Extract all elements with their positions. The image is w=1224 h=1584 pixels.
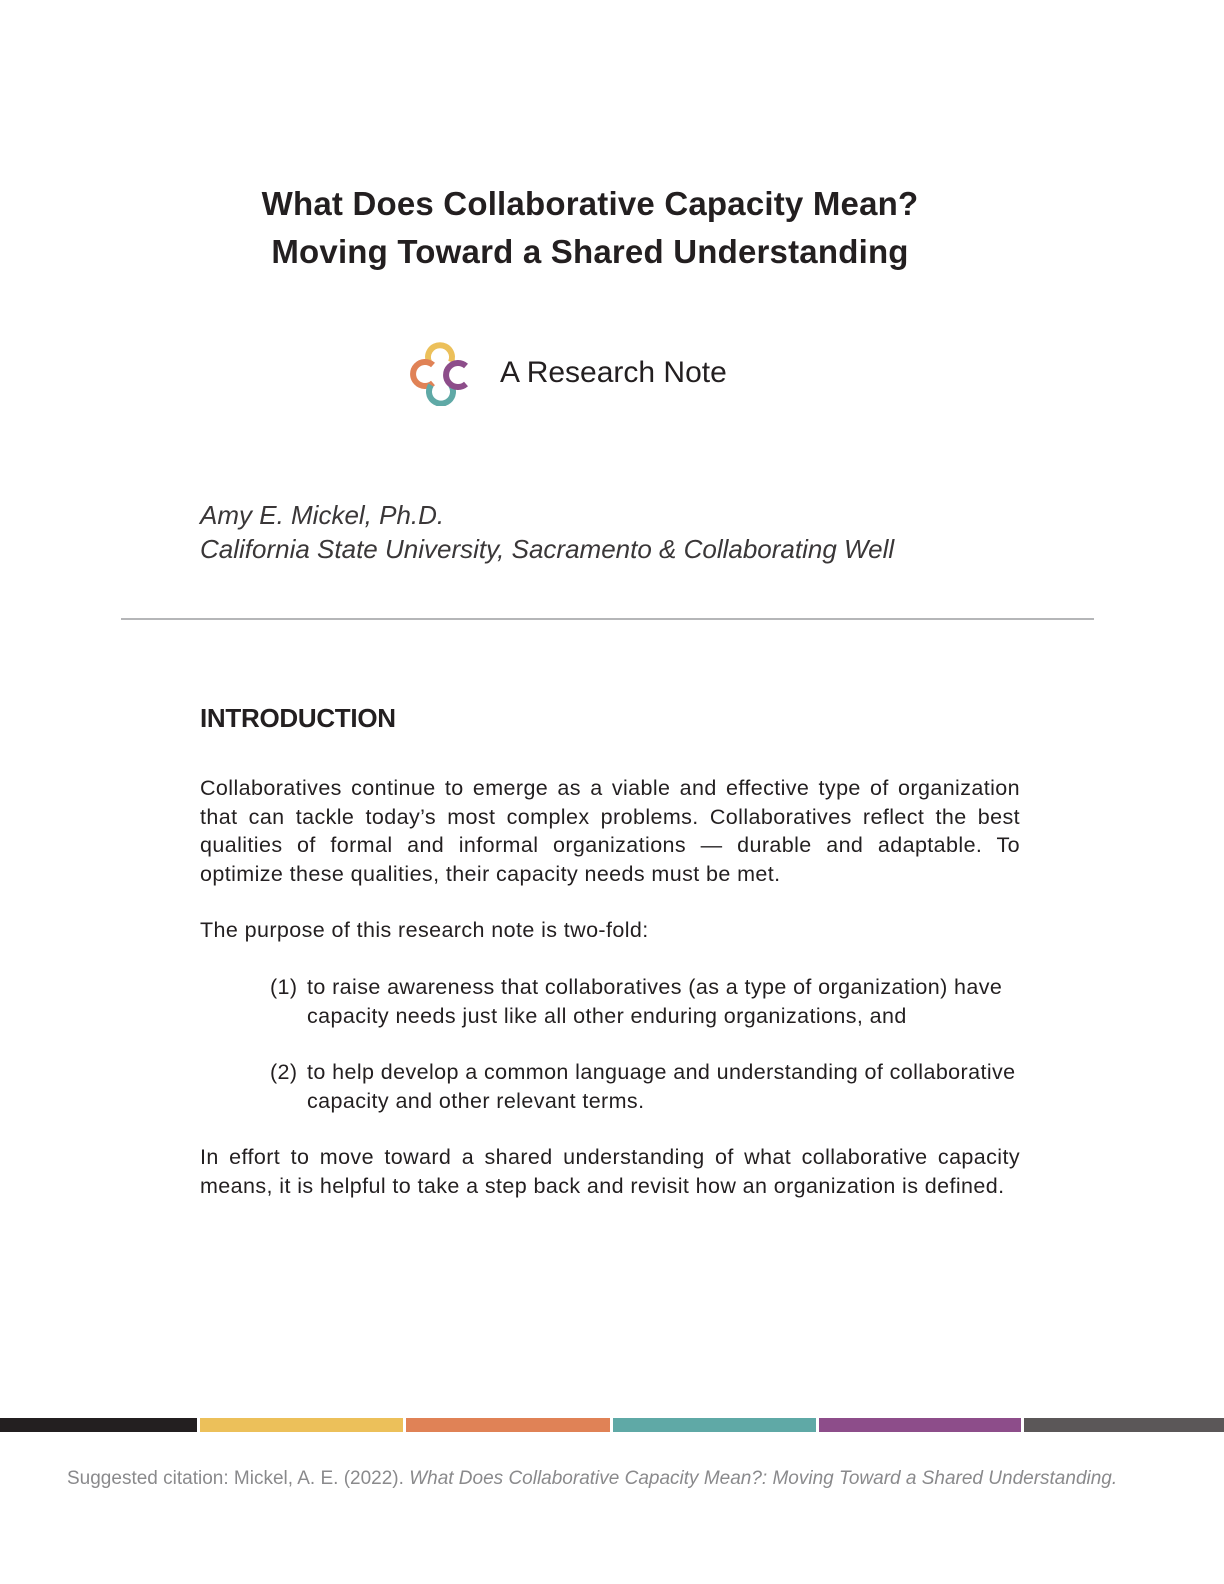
list-item-number: (2) <box>270 1060 298 1085</box>
stripe-segment-purple <box>819 1418 1021 1432</box>
author-affiliation: California State University, Sacramento & Collaborating Well <box>200 534 895 564</box>
intro-paragraph-3: In effort to move toward a shared understanding of what collaborative capacity means, it is helpful to take a step back and revisit how an organization is defined. <box>200 1145 1020 1198</box>
suggested-citation <box>67 1468 1117 1490</box>
introduction-section <box>200 700 1020 1201</box>
title-line-1: What Does Collaborative Capacity Mean? <box>261 185 919 222</box>
stripe-segment-orange <box>406 1418 610 1432</box>
author-name: Amy E. Mickel, Ph.D. <box>200 500 445 530</box>
stripe-segment-gray <box>1024 1418 1224 1432</box>
stripe-segment-black <box>0 1418 197 1432</box>
purpose-list-item <box>200 973 1020 1030</box>
list-item-text: to help develop a common language and understanding of collaborative capacity and other relevant terms. <box>307 1060 1016 1113</box>
interlocking-c-rings-logo-icon <box>408 340 472 406</box>
intro-paragraph-1: Collaboratives continue to emerge as a viable and effective type of organization that can tackle today’s most complex problems. Collaboratives reflect the best qualities of formal and informal organizations — durable and adaptable. To optimize these qualities, their capacity needs must be met. <box>200 776 1020 886</box>
section-divider <box>121 618 1094 620</box>
citation-title: What Does Collaborative Capacity Mean?: Moving Toward a Shared Understanding. <box>409 1468 1118 1489</box>
document-title <box>0 180 1180 276</box>
author-block <box>200 498 894 566</box>
purpose-list-item <box>200 1058 1020 1115</box>
citation-prefix: Suggested citation: Mickel, A. E. (2022). <box>67 1468 410 1489</box>
research-note-label: A Research Note <box>500 356 727 389</box>
stripe-segment-teal <box>613 1418 816 1432</box>
research-note-badge <box>408 338 727 408</box>
list-item-number: (1) <box>270 974 298 999</box>
intro-paragraph-2: The purpose of this research note is two-fold: <box>200 918 649 943</box>
stripe-segment-yellow <box>200 1418 403 1432</box>
list-item-text: to raise awareness that collaboratives (as a type of organization) have capacity needs just like all other enduring organizations, and <box>307 974 1003 1028</box>
title-line-2: Moving Toward a Shared Understanding <box>271 233 909 270</box>
introduction-heading: INTRODUCTION <box>200 703 396 733</box>
purpose-list <box>200 973 1020 1115</box>
footer-color-stripe <box>0 1418 1224 1432</box>
